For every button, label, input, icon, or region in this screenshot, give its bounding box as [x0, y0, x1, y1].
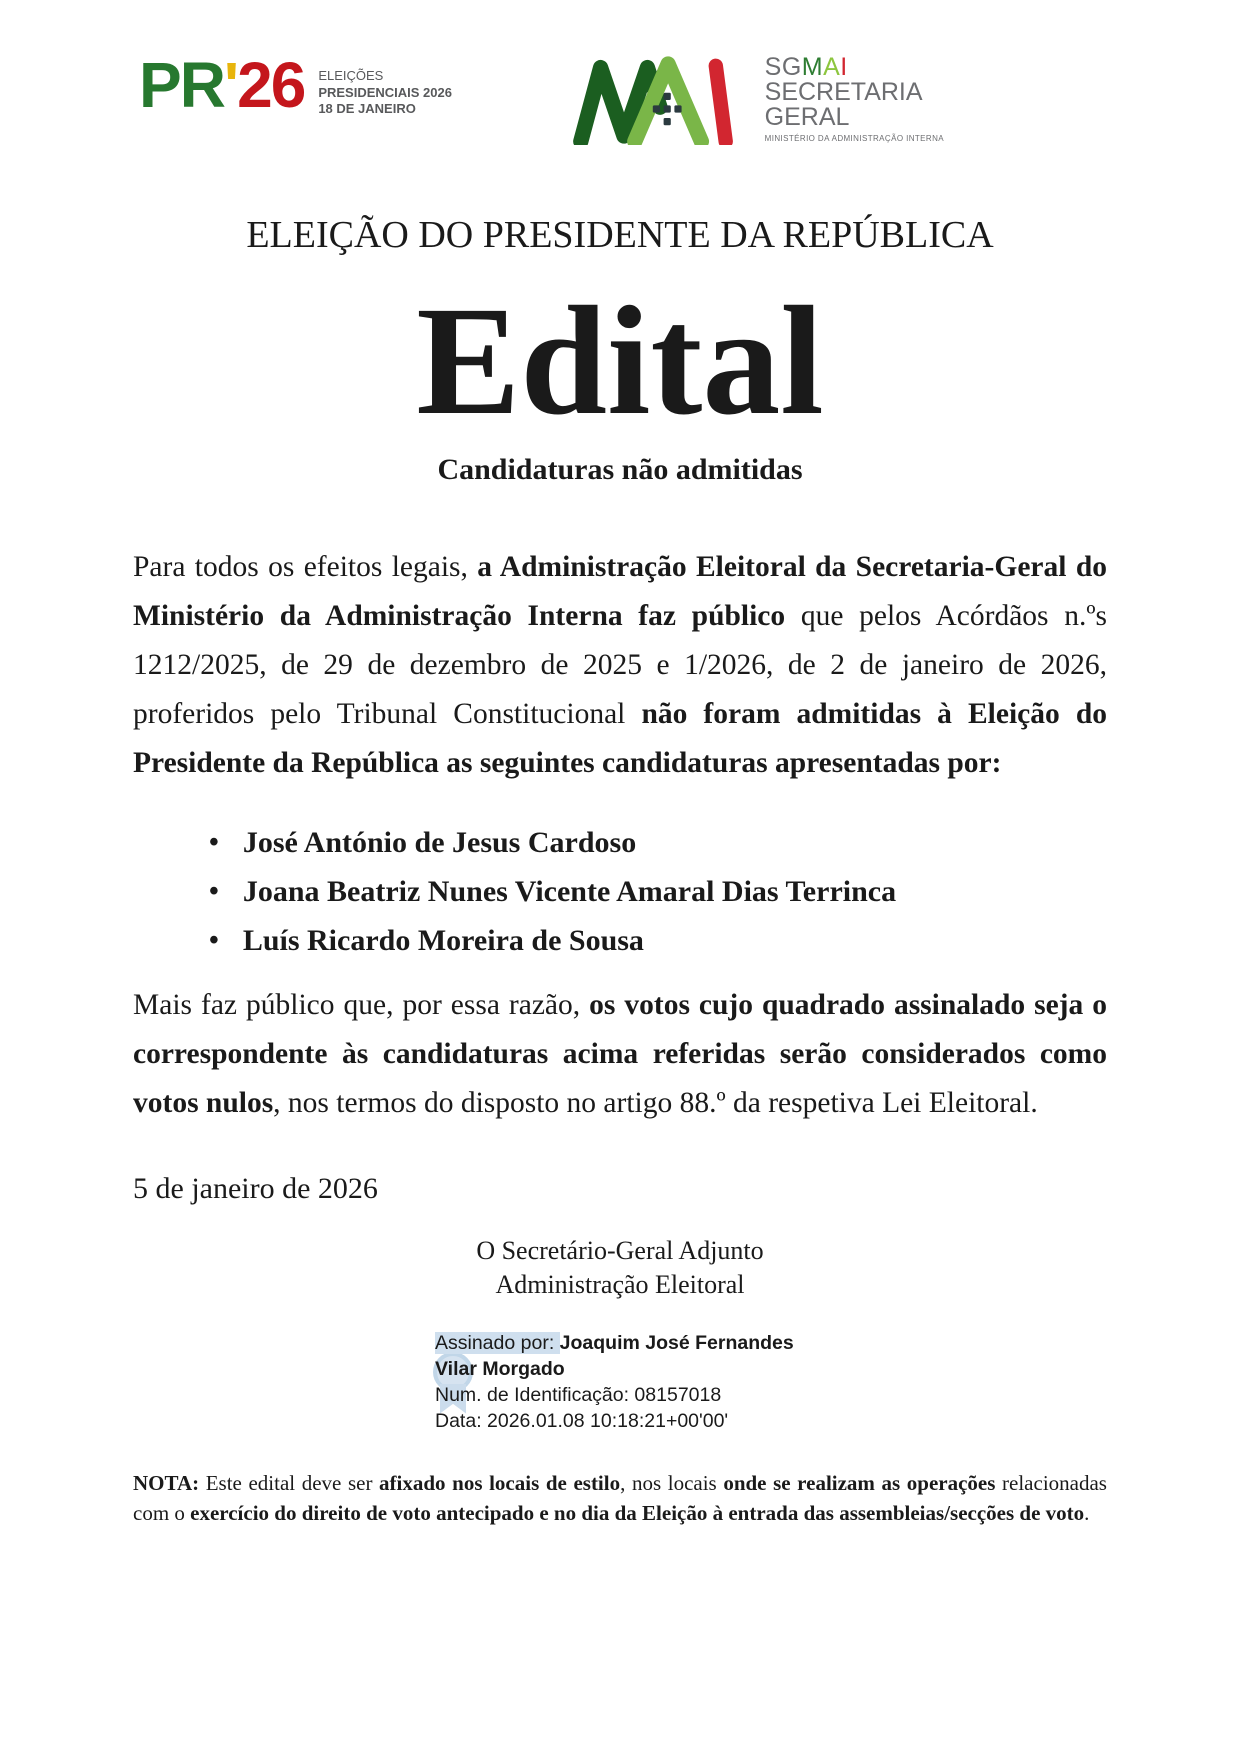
page-title: ELEIÇÃO DO PRESIDENTE DA REPÚBLICA	[246, 214, 994, 256]
list-item	[209, 867, 1107, 916]
candidate-name: Luís Ricardo Moreira de Sousa	[242, 923, 644, 957]
signatory-role-2: Administração Eleitoral	[495, 1269, 745, 1299]
pr26-tagline-line2: PRESIDENCIAIS 2026	[318, 84, 452, 100]
date-line: 5 de janeiro de 2026	[133, 1171, 378, 1205]
signed-by-line	[435, 1330, 801, 1382]
signature-date-line: Data: 2026.01.08 10:18:21+00'00'	[435, 1409, 729, 1432]
sgmai-text-block	[765, 55, 944, 143]
edital-heading: Edital	[416, 274, 824, 447]
pr26-letters-pr: PR	[139, 49, 224, 121]
signatory-role-1: O Secretário-Geral Adjunto	[476, 1235, 764, 1265]
sgmai-letter-a: A	[823, 53, 841, 81]
pr26-tagline-line1: ELEIÇÕES	[318, 68, 384, 83]
sgmai-ministry-line: MINISTÉRIO DA ADMINISTRAÇÃO INTERNA	[764, 134, 944, 143]
bullet-icon: •	[209, 826, 219, 858]
signature-id-line: Num. de Identificação: 08157018	[435, 1383, 722, 1406]
sgmai-geral: GERAL	[764, 103, 850, 131]
signed-by-label: Assinado por:	[435, 1331, 560, 1354]
signatory-block	[133, 1234, 1107, 1302]
candidate-name: José António de Jesus Cardoso	[242, 825, 637, 859]
sgmai-letter-i: I	[840, 53, 848, 81]
list-item	[209, 818, 1107, 867]
body-paragraph-2: Mais faz público que, por essa razão, os votos cujo quadrado assinalado seja o correspondente às candidaturas acima referidas serão considerados como votos nulos, nos termos do disposto no artigo 88.º da respetiva Lei Eleitoral.	[133, 988, 1108, 1119]
bullet-icon: •	[209, 924, 219, 956]
candidate-name: Joana Beatriz Nunes Vicente Amaral Dias Terrinca	[242, 874, 897, 908]
bullet-icon: •	[209, 875, 219, 907]
nota-footer: NOTA: Este edital deve ser afixado nos locais de estilo, nos locais onde se realizam as operações relacionadas com o exercício do direito de voto antecipado e no dia da Eleição à entrada das assembleias/secções de voto.	[133, 1470, 1107, 1525]
digital-signature	[435, 1330, 801, 1434]
list-item	[209, 916, 1107, 965]
mai-logo-icon	[567, 55, 753, 145]
edital-subheading: Candidaturas não admitidas	[437, 453, 803, 486]
page-header	[133, 49, 1107, 155]
sgmai-logo	[567, 55, 944, 145]
sgmai-acronym	[765, 55, 944, 80]
signed-by-name: Joaquim José Fernandes Vilar Morgado	[435, 1331, 794, 1380]
body-paragraph-1: Para todos os efeitos legais, a Administração Eleitoral da Secretaria-Geral do Ministério da Administração Interna faz público que pelos Acórdãos n.ºs 1212/2025, de 29 de dezembro de 2025 e 1/2026, de 2 de janeiro de 2026, proferidos pelo Tribunal Constitucional não foram admitidas à Eleição do Presidente da República as seguintes candidaturas apresentadas por:	[133, 551, 1107, 779]
pr26-tagline-line3: 18 DE JANEIRO	[318, 101, 416, 116]
sgmai-letter-m: M	[801, 53, 824, 81]
pr26-wordmark	[139, 49, 305, 121]
pr26-logo	[139, 49, 452, 121]
sgmai-letters-sg: SG	[764, 53, 802, 81]
pr26-tagline	[318, 68, 452, 118]
candidate-list	[133, 818, 1107, 965]
sgmai-secretaria: SECRETARIA	[764, 78, 923, 106]
pr26-apostrophe: '	[223, 49, 238, 121]
pr26-year: 26	[237, 49, 305, 121]
